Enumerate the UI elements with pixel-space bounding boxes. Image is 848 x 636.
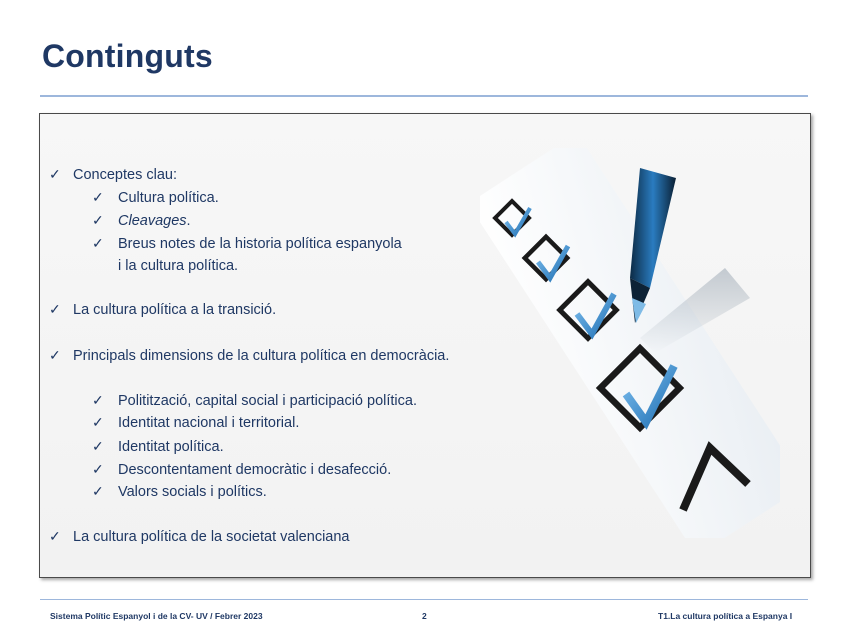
checklist-paper bbox=[480, 148, 780, 538]
list-item-text: Valors socials i polítics. bbox=[118, 484, 267, 500]
list-item-continuation bbox=[118, 258, 238, 274]
page-number: 2 bbox=[422, 611, 427, 621]
check-icon: ✓ bbox=[49, 166, 61, 182]
check-icon: ✓ bbox=[92, 414, 104, 430]
check-icon: ✓ bbox=[92, 235, 104, 251]
list-item bbox=[92, 414, 299, 431]
check-icon: ✓ bbox=[92, 212, 104, 228]
check-icon: ✓ bbox=[92, 438, 104, 454]
list-item-text: Identitat nacional i territorial. bbox=[118, 415, 300, 431]
list-item bbox=[92, 483, 267, 500]
check-icon: ✓ bbox=[92, 392, 104, 408]
list-item-text: La cultura política a la transició. bbox=[73, 302, 277, 318]
list-item bbox=[92, 461, 391, 478]
list-item-text: Conceptes clau: bbox=[73, 167, 177, 183]
list-item-text: Breus notes de la historia política espanyola bbox=[118, 236, 402, 252]
list-item bbox=[49, 166, 177, 183]
page-title: Continguts bbox=[42, 38, 213, 74]
check-icon: ✓ bbox=[49, 528, 61, 544]
list-item-text: La cultura política de la societat valenciana bbox=[73, 529, 350, 545]
list-item-text: Descontentament democràtic i desafecció. bbox=[118, 462, 392, 478]
check-icon: ✓ bbox=[92, 461, 104, 477]
list-item-text: Cleavages bbox=[118, 213, 187, 229]
footer-left: Sistema Polític Espanyol i de la CV- UV / Febrer 2023 bbox=[50, 611, 263, 621]
list-item bbox=[92, 235, 402, 252]
check-icon: ✓ bbox=[49, 347, 61, 363]
check-icon: ✓ bbox=[49, 301, 61, 317]
list-item-text: Principals dimensions de la cultura política en democràcia. bbox=[73, 348, 450, 364]
footer-right: T1.La cultura política a Espanya I bbox=[658, 611, 793, 621]
list-item bbox=[92, 438, 224, 455]
check-icon: ✓ bbox=[92, 483, 104, 499]
list-item-suffix: . bbox=[186, 213, 191, 229]
list-item-text: Cultura política. bbox=[118, 190, 219, 206]
list-item-text: Politització, capital social i participació política. bbox=[118, 393, 417, 409]
checklist-with-pen-icon bbox=[480, 148, 780, 538]
title-divider bbox=[40, 95, 808, 97]
list-item bbox=[92, 212, 191, 229]
check-icon: ✓ bbox=[92, 189, 104, 205]
list-item bbox=[92, 392, 417, 409]
list-item-text: Identitat política. bbox=[118, 439, 224, 455]
list-item bbox=[49, 301, 276, 318]
list-item bbox=[92, 189, 219, 206]
list-item bbox=[49, 347, 449, 364]
list-item-text: i la cultura política. bbox=[118, 258, 239, 274]
footer-divider bbox=[40, 599, 808, 600]
list-item bbox=[49, 528, 349, 545]
